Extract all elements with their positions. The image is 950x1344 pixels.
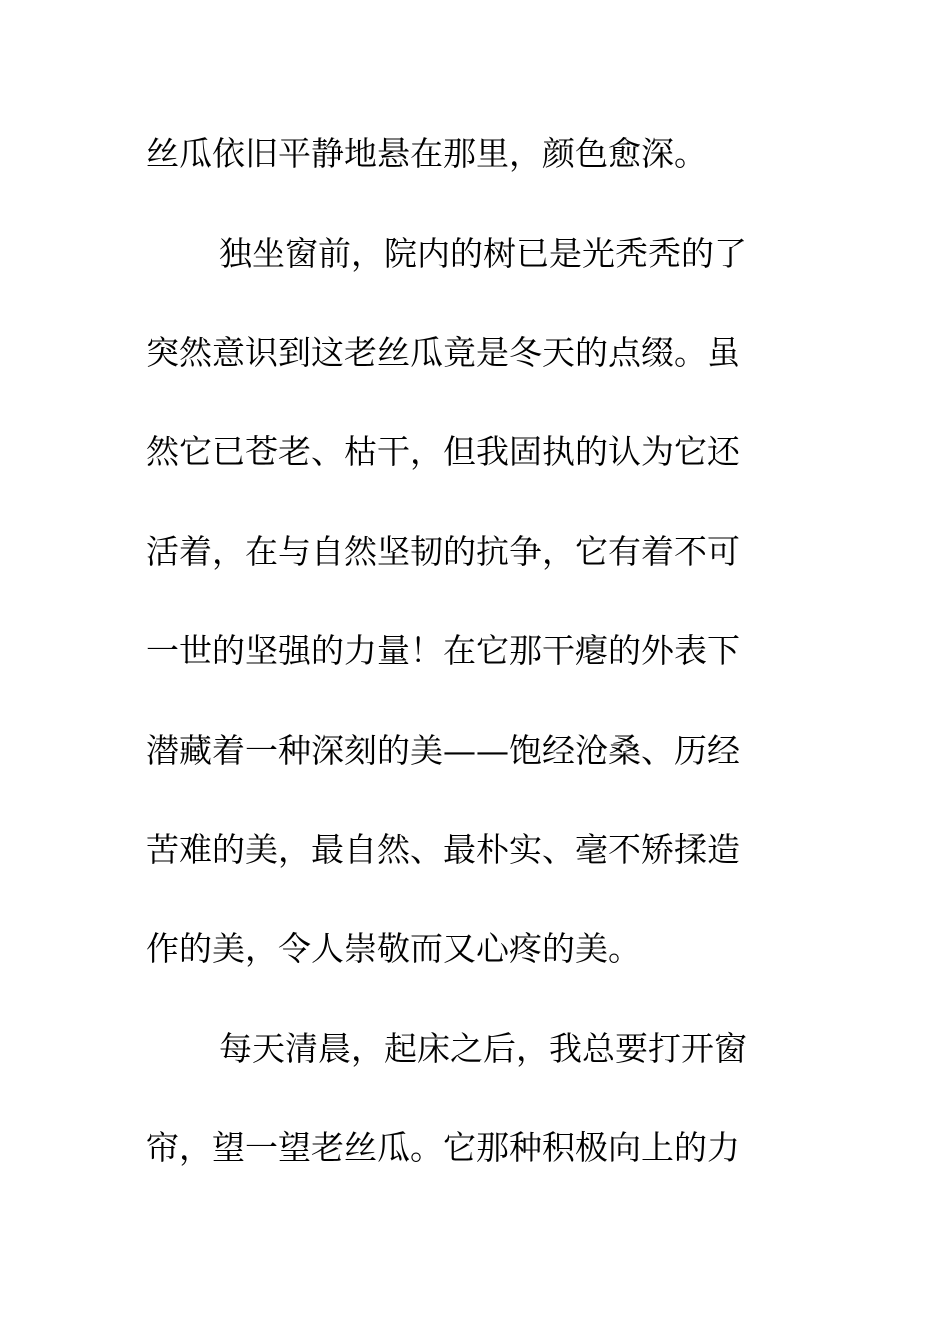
text-line: 一世的坚强的力量！在它那干瘪的外表下 xyxy=(146,631,740,670)
text-line: 苦难的美，最自然、最朴实、毫不矫揉造 xyxy=(146,830,740,869)
paragraph-start-line: 每天清晨，起床之后，我总要打开窗 xyxy=(219,1029,747,1068)
text-line: 活着，在与自然坚韧的抗争，它有着不可 xyxy=(146,532,740,571)
text-line: 突然意识到这老丝瓜竟是冬天的点缀。虽 xyxy=(146,333,740,372)
text-line: 帘，望一望老丝瓜。它那种积极向上的力 xyxy=(146,1128,740,1167)
text-line: 潜藏着一种深刻的美——饱经沧桑、历经 xyxy=(146,731,740,770)
text-line: 作的美，令人崇敬而又心疼的美。 xyxy=(146,929,641,968)
text-line: 丝瓜依旧平静地悬在那里，颜色愈深。 xyxy=(146,134,707,173)
text-line: 然它已苍老、枯干，但我固执的认为它还 xyxy=(146,432,740,471)
paragraph-start-line: 独坐窗前，院内的树已是光秃秃的了 xyxy=(219,234,747,273)
